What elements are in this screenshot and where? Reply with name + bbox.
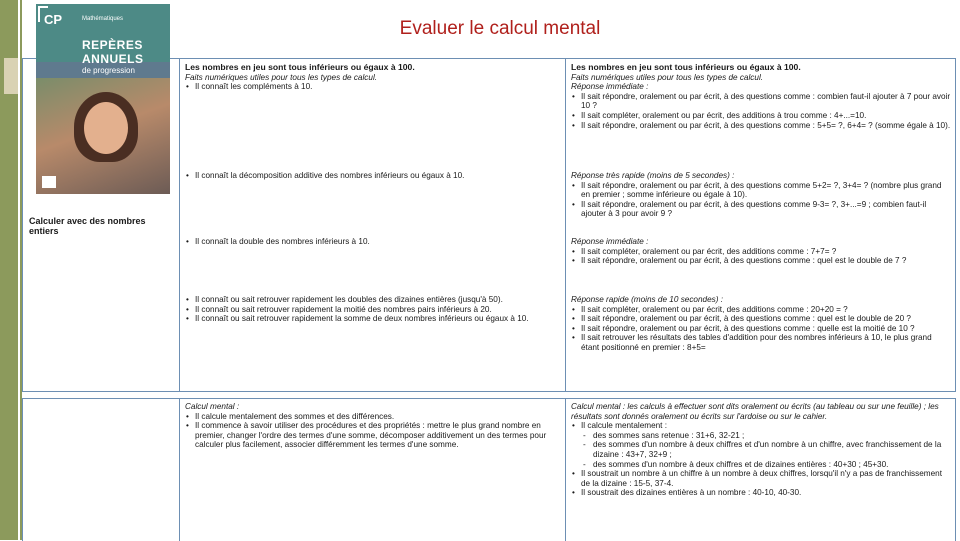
right-content-cell bbox=[566, 59, 955, 391]
left-bullet-2: • Il connaît la décomposition additive des nombres inférieurs ou égaux à 10. bbox=[185, 171, 561, 181]
row2-right-dash-3: - des sommes d'un nombre à deux chiffres et de dizaines entières : 40+30 ; 45+30. bbox=[571, 460, 951, 470]
right-g2-bullet-2: • Il sait répondre, oralement ou par écrit, à des questions comme 9-3= ?, 3+...=9 ; combien faut-il ajouter à 3 pour avoir 9 ? bbox=[571, 200, 951, 219]
left-cell-b3 bbox=[185, 237, 561, 247]
left-cell-b4 bbox=[185, 295, 561, 324]
right-g3-bullet-2: • Il sait répondre, oralement ou par écrit, à des questions comme : quel est le double de 7 ? bbox=[571, 256, 951, 266]
cover-title-line-3: de progression bbox=[82, 66, 135, 75]
right-g4-bullet-4: • Il sait retrouver les résultats des tables d'addition pour des nombres inférieurs à 10, le plus grand étant positionné en premier : 8+5= bbox=[571, 333, 951, 352]
right-g1-bullet-2: • Il sait compléter, oralement ou par écrit, des additions à trou comme : 4+...=10. bbox=[571, 111, 951, 121]
row2-right-bullet-3: • Il soustrait des dizaines entières à un nombre : 40-10, 40-30. bbox=[571, 488, 951, 498]
row2-right-bullet-1: • Il calcule mentalement : bbox=[571, 421, 951, 431]
right-cell-top bbox=[571, 63, 951, 130]
row2-right-heading: Calcul mental : les calculs à effectuer sont dits oralement ou écrits (au tableau ou sur une feuille) ; les résultats sont donnés oralement ou écrits sur l'ardoise ou sur le cahier. bbox=[571, 402, 939, 421]
child-face bbox=[84, 102, 128, 154]
right-group-3-title: Réponse immédiate : bbox=[571, 237, 649, 246]
cover-title-line-1: REPÈRES bbox=[82, 38, 143, 52]
row2-left-bullet-2: • Il commence à savoir utiliser des procédures et des propriétés : mettre le plus grand nombre en premier, changer l'ordre des termes d'une somme, décomposer additivement un des termes pour calculer plus facilement, associer différemment les termes d'une somme. bbox=[185, 421, 561, 450]
row2-left-bullet-1: • Il calcule mentalement des sommes et des différences. bbox=[185, 412, 561, 422]
right-group-4-title: Réponse rapide (moins de 10 secondes) : bbox=[571, 295, 724, 304]
right-heading: Les nombres en jeu sont tous inférieurs ou égaux à 100. bbox=[571, 62, 801, 72]
right-cell-g3 bbox=[571, 237, 951, 266]
right-cell-g4 bbox=[571, 295, 951, 353]
row2-left-content bbox=[185, 402, 561, 450]
cover-grade: CP bbox=[44, 12, 63, 27]
row2-left-cell bbox=[180, 399, 566, 541]
row2-right-dash-2: - des sommes d'un nombre à deux chiffres et d'un nombre à un chiffre, avec franchissement de la dizaine : 43+7, 32+9 ; bbox=[571, 440, 951, 459]
left-bullet-3: • Il connaît la double des nombres inférieurs à 10. bbox=[185, 237, 561, 247]
left-content-cell bbox=[180, 59, 566, 391]
right-g4-bullet-3: • Il sait répondre, oralement ou par écrit, à des questions comme : quelle est la moitié de 10 ? bbox=[571, 324, 951, 334]
left-bullet-6: • Il connaît ou sait retrouver rapidement la somme de deux nombres inférieurs ou égaux à 10. bbox=[185, 314, 561, 324]
left-heading: Les nombres en jeu sont tous inférieurs ou égaux à 100. bbox=[185, 62, 415, 72]
right-g4-bullet-1: • Il sait compléter, oralement ou par écrit, des additions comme : 20+20 = ? bbox=[571, 305, 951, 315]
row2-left-heading: Calcul mental : bbox=[185, 402, 240, 411]
right-cell-g2 bbox=[571, 171, 951, 219]
right-g1-bullet-3: • Il sait répondre, oralement ou par écrit, à des questions comme : 5+5= ?, 6+4= ? (somme égale à 10). bbox=[571, 121, 951, 131]
right-g4-bullet-2: • Il sait répondre, oralement ou par écrit, à des questions comme : quel est le double de 20 ? bbox=[571, 314, 951, 324]
row2-right-content bbox=[571, 402, 951, 498]
slide-title: Evaluer le calcul mental bbox=[399, 18, 601, 39]
left-bullet-5: • Il connaît ou sait retrouver rapidement la moitié des nombres pairs inférieurs à 20. bbox=[185, 305, 561, 315]
row2-right-bullet-2: • Il soustrait un nombre à un chiffre à un nombre à deux chiffres, lorsqu'il n'y a pas de franchissement de la dizaine : 15-5, 37-4. bbox=[571, 469, 951, 488]
right-g1-bullet-1: • Il sait répondre, oralement ou par écrit, à des questions comme : combien faut-il ajouter à 7 pour avoir 10 ? bbox=[571, 92, 951, 111]
table-row-2 bbox=[22, 398, 956, 541]
right-group-1-title: Réponse immédiate : bbox=[571, 82, 649, 92]
left-cell-b2 bbox=[185, 171, 561, 181]
cover-title-line-2: ANNUELS bbox=[82, 52, 144, 66]
cover-photo bbox=[36, 78, 170, 194]
row2-right-cell bbox=[566, 399, 955, 541]
cover-subject: Mathématiques bbox=[82, 16, 124, 22]
row2-label-cell bbox=[23, 399, 180, 541]
left-intro: Faits numériques utiles pour tous les types de calcul. bbox=[185, 72, 378, 82]
ministry-logo bbox=[42, 176, 56, 188]
left-cell-top bbox=[185, 63, 561, 92]
right-intro: Faits numériques utiles pour tous les types de calcul. bbox=[571, 72, 764, 82]
row-label: Calculer avec des nombres entiers bbox=[29, 216, 146, 236]
left-bullet-4: • Il connaît ou sait retrouver rapidement les doubles des dizaines entières (jusqu'à 50). bbox=[185, 295, 561, 305]
right-g2-bullet-1: • Il sait répondre, oralement ou par écrit, à des questions comme 5+2= ?, 3+4= ? (nombre plus grand en premier ; somme inférieure ou égale à 10). bbox=[571, 181, 951, 200]
row2-right-dash-1: - des sommes sans retenue : 31+6, 32-21 ; bbox=[571, 431, 951, 441]
left-bullet-1: • Il connaît les compléments à 10. bbox=[185, 82, 561, 92]
rail-accent-mark bbox=[4, 58, 18, 94]
book-cover-image bbox=[36, 4, 170, 194]
right-g3-bullet-1: • Il sait compléter, oralement ou par écrit, des additions comme : 7+7= ? bbox=[571, 247, 951, 257]
right-group-2-title: Réponse très rapide (moins de 5 secondes) : bbox=[571, 171, 735, 180]
